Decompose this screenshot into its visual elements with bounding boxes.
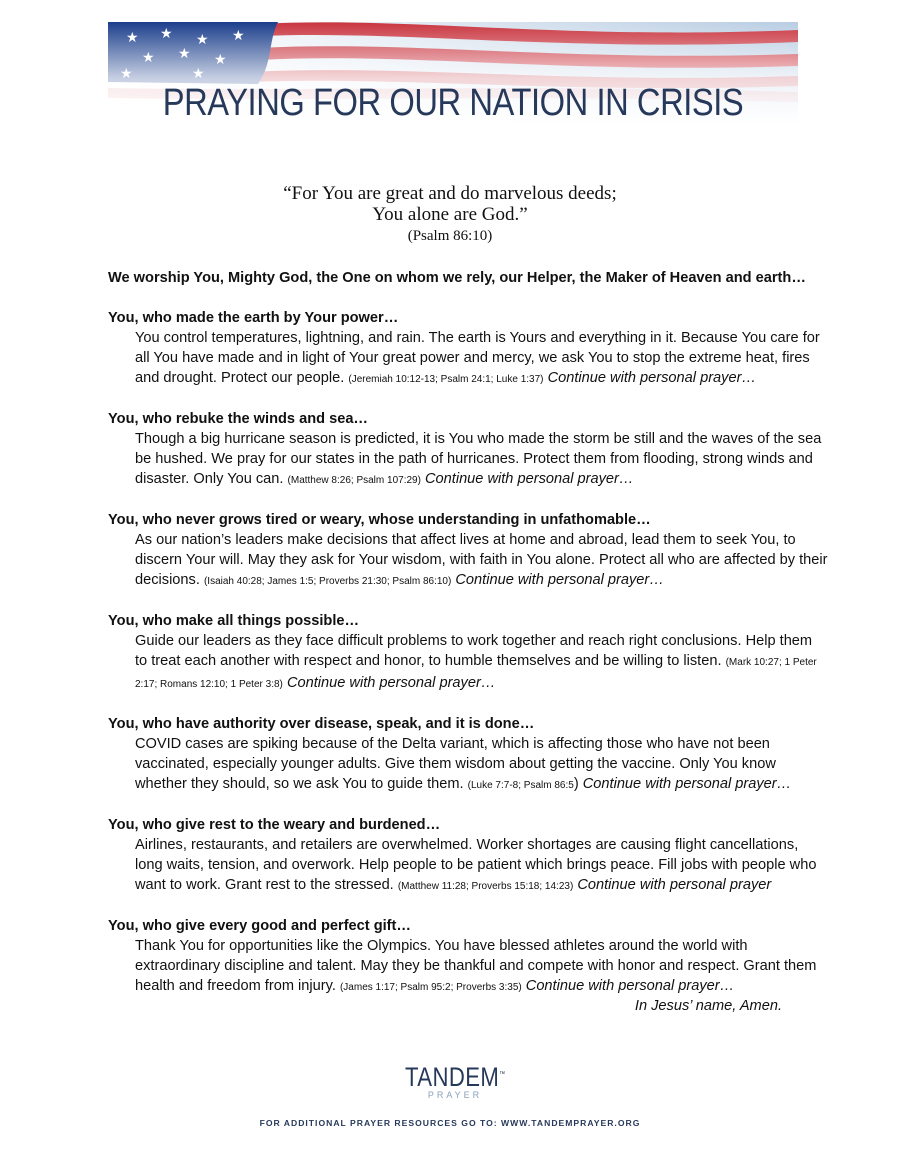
section-body xyxy=(135,936,828,998)
continue-prompt: Continue with personal prayer… xyxy=(455,572,664,588)
scripture-refs: (Luke 7:7-8; Psalm 86:5 xyxy=(467,780,574,791)
section-text: Though a big hurricane season is predicted, it is You who made the storm be still and the waves of the sea be hushed. We pray for our states in the path of hurricanes. Protect them from flooding, strong winds and disaster. Only You can. xyxy=(135,431,822,487)
logo-subtitle: PRAYER xyxy=(427,1090,483,1100)
section-body xyxy=(135,429,828,491)
prayer-section xyxy=(108,409,828,491)
section-heading: You, who give every good and perfect gift… xyxy=(108,918,411,934)
section-heading: You, who make all things possible… xyxy=(108,613,360,629)
section-heading: You, who rebuke the winds and sea… xyxy=(108,411,369,427)
refs-close: ) xyxy=(573,776,579,792)
prayer-section xyxy=(108,611,828,695)
verse-reference: (Psalm 86:10) xyxy=(407,228,493,244)
prayer-section xyxy=(108,714,828,796)
section-text: As our nation’s leaders make decisions that affect lives at home and abroad, lead them to seek You, to discern Your will. May they ask for Your wisdom, with faith in You alone. Protect all who are affected by their decisions. xyxy=(135,532,828,588)
continue-prompt: Continue with personal prayer xyxy=(577,877,772,893)
scripture-refs: (James 1:17; Psalm 95:2; Proverbs 3:35) xyxy=(339,982,522,993)
section-text: Thank You for opportunities like the Olympics. You have blessed athletes around the world with extraordinary discipline and talent. May they be thankful and compete with honor and respect. Grant them health and freedom from injury. xyxy=(135,938,817,994)
continue-prompt: Continue with personal prayer… xyxy=(547,370,757,386)
verse-line-2: You alone are God.” xyxy=(372,204,528,225)
trademark-symbol: ™ xyxy=(499,1071,506,1078)
section-body xyxy=(135,835,828,897)
prayer-section xyxy=(108,815,828,897)
scripture-refs: (Isaiah 40:28; James 1:5; Proverbs 21:30; Psalm 86:10) xyxy=(203,576,452,587)
prayer-section xyxy=(108,916,828,998)
section-heading: You, who made the earth by Your power… xyxy=(108,310,399,326)
tandem-prayer-logo xyxy=(394,1062,516,1112)
section-heading: You, who give rest to the weary and burdened… xyxy=(108,817,441,833)
page-title: PRAYING FOR OUR NATION IN CRISIS xyxy=(162,82,744,124)
scripture-refs: (Matthew 11:28; Proverbs 15:18; 14:23) xyxy=(397,881,574,892)
section-body xyxy=(135,328,828,390)
footer-resources: FOR ADDITIONAL PRAYER RESOURCES GO TO: WWW.TANDEMPRAYER.ORG xyxy=(259,1118,641,1128)
prayer-content xyxy=(108,268,828,1017)
scripture-refs: (Mark 10:27; 1 Peter 2:17; Romans 12:10; 1 Peter 3:8) xyxy=(135,657,817,690)
section-body xyxy=(135,734,828,796)
continue-prompt: Continue with personal prayer… xyxy=(286,675,496,691)
section-body xyxy=(135,631,828,695)
header-banner xyxy=(108,22,798,124)
section-text: You control temperatures, lightning, and rain. The earth is Yours and everything in it. Because You care for all You have made and in light of Your great power and mercy, we ask You to stop the extreme heat, fires and drought. Protect our people. xyxy=(135,330,820,386)
closing-amen: In Jesus’ name, Amen. xyxy=(634,998,782,1014)
section-text: Airlines, restaurants, and retailers are overwhelmed. Worker shortages are causing flight cancellations, long waits, tension, and overwork. Help people to be patient which brings peace. Fill jobs with people who want to work. Grant rest to the stressed. xyxy=(135,837,817,893)
continue-prompt: Continue with personal prayer… xyxy=(582,776,792,792)
logo-word: TANDEM xyxy=(404,1062,500,1092)
scripture-refs: (Matthew 8:26; Psalm 107:29) xyxy=(287,475,421,486)
section-text: COVID cases are spiking because of the Delta variant, which is affecting those who have not been vaccinated, especially younger adults. Give them wisdom about getting the vaccine. Only You know whether they should, so we ask You to guide them. xyxy=(135,736,776,792)
intro-text: We worship You, Mighty God, the One on whom we rely, our Helper, the Maker of Heaven and earth… xyxy=(108,270,806,286)
logo-wordmark xyxy=(405,1062,505,1093)
prayer-section xyxy=(108,510,828,592)
section-body xyxy=(135,530,828,592)
section-heading: You, who have authority over disease, speak, and it is done… xyxy=(108,716,535,732)
section-text: Guide our leaders as they face difficult problems to work together and reach right conclusions. Help them to treat each another with respect and honor, to humble themselves and be willing to listen. xyxy=(135,633,813,669)
continue-prompt: Continue with personal prayer… xyxy=(525,978,735,994)
scripture-refs: (Jeremiah 10:12-13; Psalm 24:1; Luke 1:37) xyxy=(348,374,544,385)
scripture-verse xyxy=(0,183,900,246)
prayer-section xyxy=(108,308,828,390)
continue-prompt: Continue with personal prayer… xyxy=(425,471,634,487)
section-heading: You, who never grows tired or weary, whose understanding in unfathomable… xyxy=(108,512,651,528)
verse-line-1: “For You are great and do marvelous deeds; xyxy=(283,183,617,204)
